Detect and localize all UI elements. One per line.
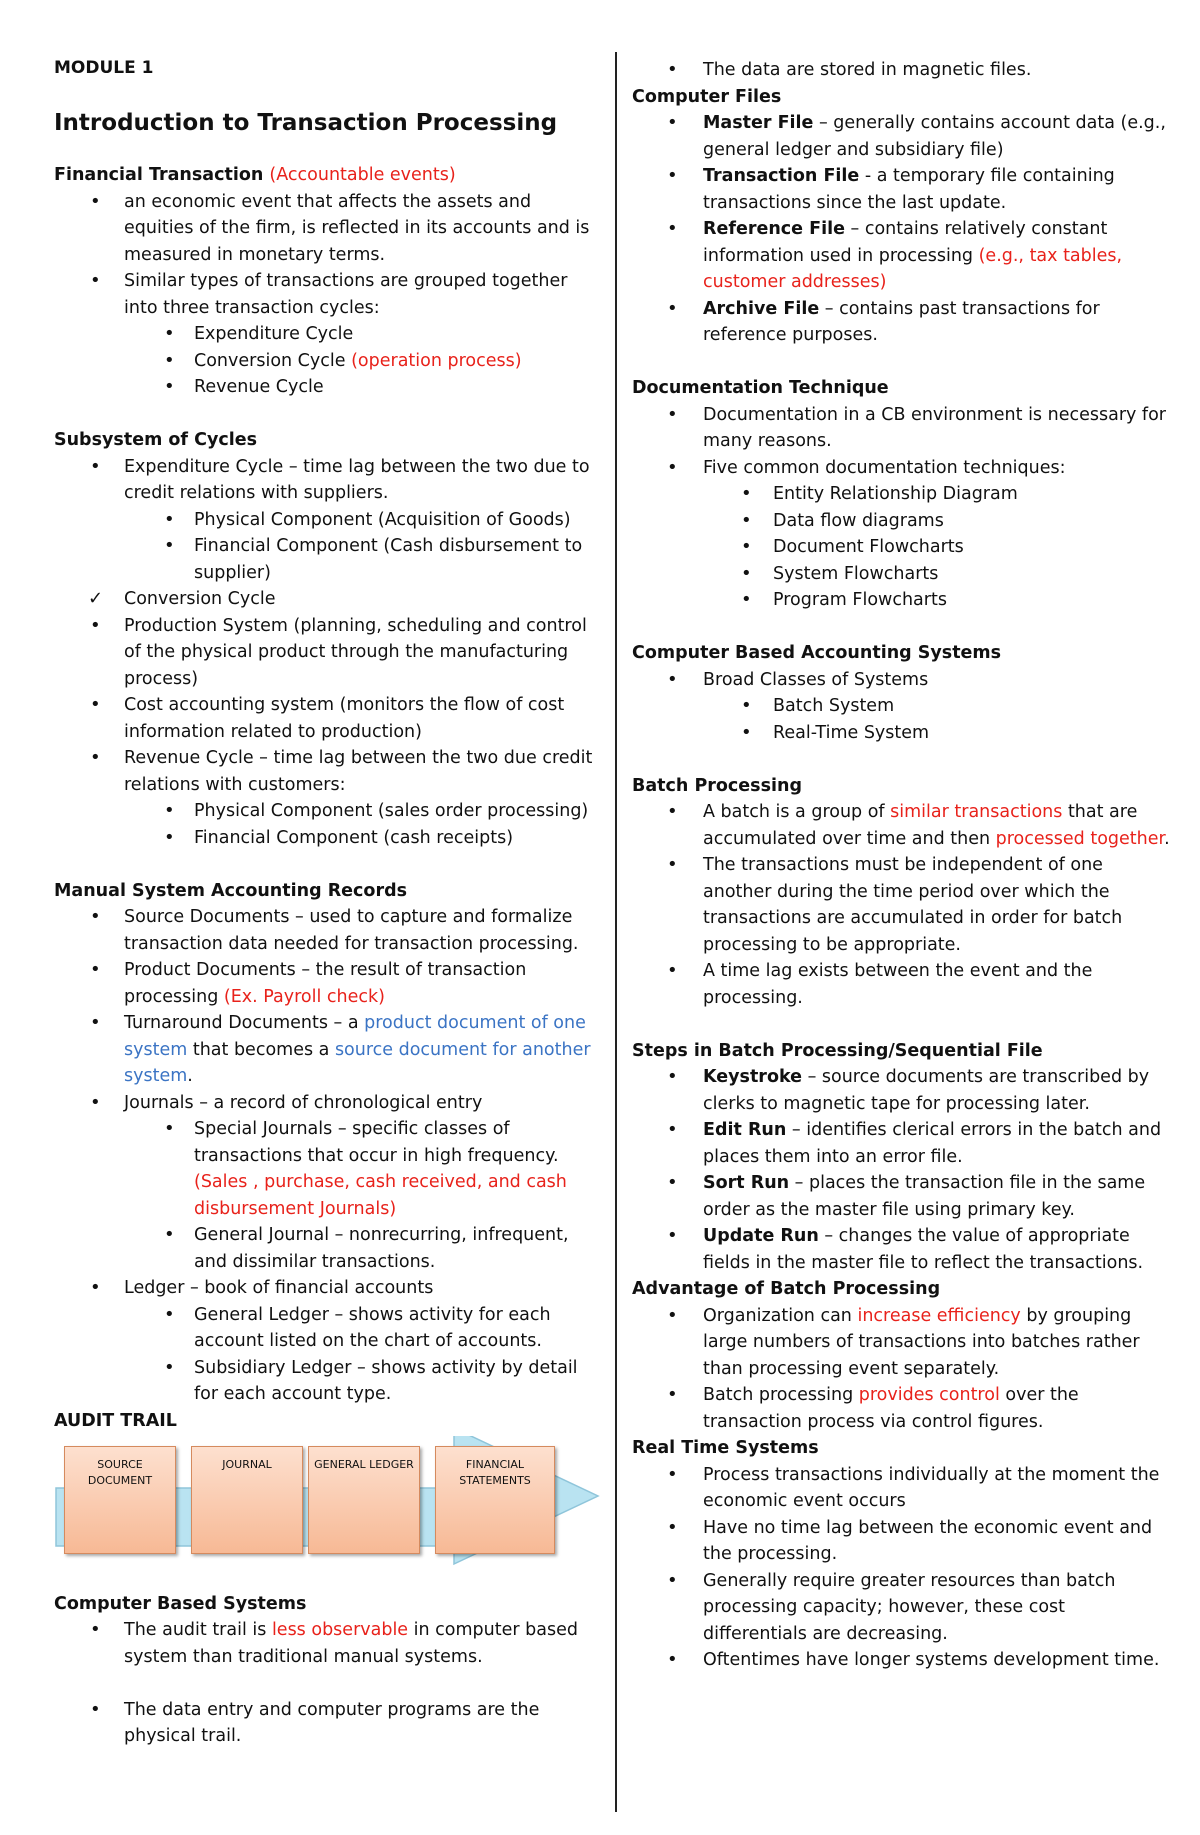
audit-box-journal: JOURNAL [191, 1446, 303, 1554]
section-heading-realtime: Real Time Systems [632, 1438, 819, 1458]
list-item: • Production System (planning, scheduling and control of the physical product through the manufacturing process) [124, 613, 606, 693]
list-item-checkmark: ✓ Conversion Cycle [124, 586, 606, 613]
list-item: • Real-Time System [773, 720, 1172, 747]
list-item: • Ledger – book of financial accounts [124, 1275, 606, 1302]
list-item: • Product Documents – the result of transaction processing (Ex. Payroll check) [124, 957, 606, 1010]
list-item: • Source Documents – used to capture and formalize transaction data needed for transaction processing. [124, 904, 606, 957]
section-heading-steps: Steps in Batch Processing/Sequential File [632, 1040, 1043, 1061]
list-item: • Physical Component (Acquisition of Goods) [194, 507, 606, 534]
expenditure-sub-list [54, 507, 606, 587]
section-heading-computer-based: Computer Based Systems [54, 1593, 307, 1614]
list-item: • Special Journals – specific classes of transactions that occur in high frequency. (Sales , purchase, cash received, and cash disbursement Journals) [194, 1116, 606, 1222]
list-item: • Financial Component (cash receipts) [194, 825, 606, 852]
list-item: • Oftentimes have longer systems development time. [703, 1647, 1172, 1674]
list-item: • Sort Run – places the transaction file in the same order as the master file using primary key. [703, 1170, 1172, 1223]
section-heading-manual-records: Manual System Accounting Records [54, 880, 408, 901]
audit-box-general-ledger: GENERAL LEDGER [308, 1446, 420, 1554]
audit-box-financial-statements: FINANCIAL STATEMENTS [435, 1446, 555, 1554]
section-heading-batch: Batch Processing [632, 775, 802, 796]
audit-trail-heading: AUDIT TRAIL [54, 1410, 177, 1431]
left-column [54, 56, 606, 1750]
list-item: • Reference File – contains relatively constant information used in processing (e.g., tax tables, customer addresses) [703, 216, 1172, 296]
list-item: • Physical Component (sales order processing) [194, 798, 606, 825]
list-item: • Have no time lag between the economic event and the processing. [703, 1515, 1172, 1568]
list-item: • General Journal – nonrecurring, infrequent, and dissimilar transactions. [194, 1222, 606, 1275]
section-heading-documentation: Documentation Technique [632, 378, 889, 398]
list-item: • The audit trail is less observable in computer based system than traditional manual systems. [124, 1617, 606, 1670]
section-heading-computer-files: Computer Files [632, 86, 782, 107]
financial-transaction-list [54, 189, 606, 322]
list-item: • Entity Relationship Diagram [773, 481, 1172, 508]
list-item: • Archive File – contains past transactions for reference purposes. [703, 296, 1172, 349]
list-item: • System Flowcharts [773, 561, 1172, 588]
list-item: • The transactions must be independent of one another during the time period over which the transactions are accumulated in order for batch processing to be appropriate. [703, 852, 1172, 958]
cbas-list [632, 667, 1172, 694]
list-item: • Generally require greater resources than batch processing capacity; however, these cost differentials are decreasing. [703, 1568, 1172, 1648]
list-item: • Transaction File - a temporary file containing transactions since the last update. [703, 163, 1172, 216]
column-divider [615, 52, 617, 1812]
computer-files-list [632, 110, 1172, 349]
list-item: • Documentation in a CB environment is necessary for many reasons. [703, 402, 1172, 455]
list-item: • Revenue Cycle [194, 374, 606, 401]
techniques-list [632, 481, 1172, 614]
manual-records-list [54, 904, 606, 1116]
list-item: • Document Flowcharts [773, 534, 1172, 561]
list-item: • The data entry and computer programs are the physical trail. [124, 1697, 606, 1750]
list-item: • Financial Component (Cash disbursement to supplier) [194, 533, 606, 586]
list-item: • an economic event that affects the assets and equities of the firm, is reflected in its accounts and is measured in monetary terms. [124, 189, 606, 269]
ledger-sub-list [54, 1302, 606, 1408]
list-item: • Edit Run – identifies clerical errors in the batch and places them into an error file. [703, 1117, 1172, 1170]
subsystem-list [54, 454, 606, 507]
list-item: • Conversion Cycle (operation process) [194, 348, 606, 375]
list-item: • Expenditure Cycle – time lag between the two due to credit relations with suppliers. [124, 454, 606, 507]
computer-based-list [54, 1617, 606, 1670]
list-item: • Update Run – changes the value of appropriate fields in the master file to reflect the transactions. [703, 1223, 1172, 1276]
journals-sub-list [54, 1116, 606, 1275]
audit-box-source-document: SOURCE DOCUMENT [64, 1446, 176, 1554]
section-heading-subsystem: Subsystem of Cycles [54, 430, 258, 450]
list-item: • Master File – generally contains account data (e.g., general ledger and subsidiary file) [703, 110, 1172, 163]
documentation-list [632, 402, 1172, 482]
batch-list [632, 799, 1172, 1011]
steps-list [632, 1064, 1172, 1276]
cycles-list [54, 321, 606, 401]
ledger-list [54, 1275, 606, 1302]
list-item: • Cost accounting system (monitors the flow of cost information related to production) [124, 692, 606, 745]
list-item: • The data are stored in magnetic files. [703, 57, 1172, 84]
right-column [632, 57, 1172, 1674]
list-item: • A time lag exists between the event and the processing. [703, 958, 1172, 1011]
realtime-list [632, 1462, 1172, 1674]
cbas-classes-list [632, 693, 1172, 746]
list-item: • Journals – a record of chronological entry [124, 1090, 606, 1117]
list-item: • Subsidiary Ledger – shows activity by detail for each account type. [194, 1355, 606, 1408]
advantage-list [632, 1303, 1172, 1436]
list-item: • Batch System [773, 693, 1172, 720]
list-item: • Process transactions individually at the moment the economic event occurs [703, 1462, 1172, 1515]
section-heading-cbas: Computer Based Accounting Systems [632, 643, 1002, 663]
list-item: • Data flow diagrams [773, 508, 1172, 535]
list-item: • Batch processing provides control over the transaction process via control figures. [703, 1382, 1172, 1435]
revenue-sub-list [54, 798, 606, 851]
section-heading-financial-transaction: Financial Transaction (Accountable events) [54, 165, 456, 185]
list-item: • Similar types of transactions are grouped together into three transaction cycles: [124, 268, 606, 321]
list-item: • General Ledger – shows activity for each account listed on the chart of accounts. [194, 1302, 606, 1355]
list-item: • Turnaround Documents – a product document of one system that becomes a source document for another system. [124, 1010, 606, 1090]
section-heading-advantage: Advantage of Batch Processing [632, 1279, 941, 1299]
list-item: • Organization can increase efficiency by grouping large numbers of transactions into batches rather than processing event separately. [703, 1303, 1172, 1383]
list-item: • A batch is a group of similar transactions that are accumulated over time and then processed together. [703, 799, 1172, 852]
subsystem-list-cont [54, 586, 606, 798]
computer-based-list-2 [54, 1697, 606, 1750]
page-title: Introduction to Transaction Processing [54, 110, 558, 136]
audit-trail-diagram [54, 1436, 606, 1591]
list-item: • Keystroke – source documents are transcribed by clerks to magnetic tape for processing later. [703, 1064, 1172, 1117]
module-label: MODULE 1 [54, 58, 154, 78]
list-item: • Broad Classes of Systems [703, 667, 1172, 694]
magnetic-files-list [632, 57, 1172, 84]
list-item: • Revenue Cycle – time lag between the two due credit relations with customers: [124, 745, 606, 798]
list-item: • Program Flowcharts [773, 587, 1172, 614]
list-item: • Five common documentation techniques: [703, 455, 1172, 482]
list-item: • Expenditure Cycle [194, 321, 606, 348]
